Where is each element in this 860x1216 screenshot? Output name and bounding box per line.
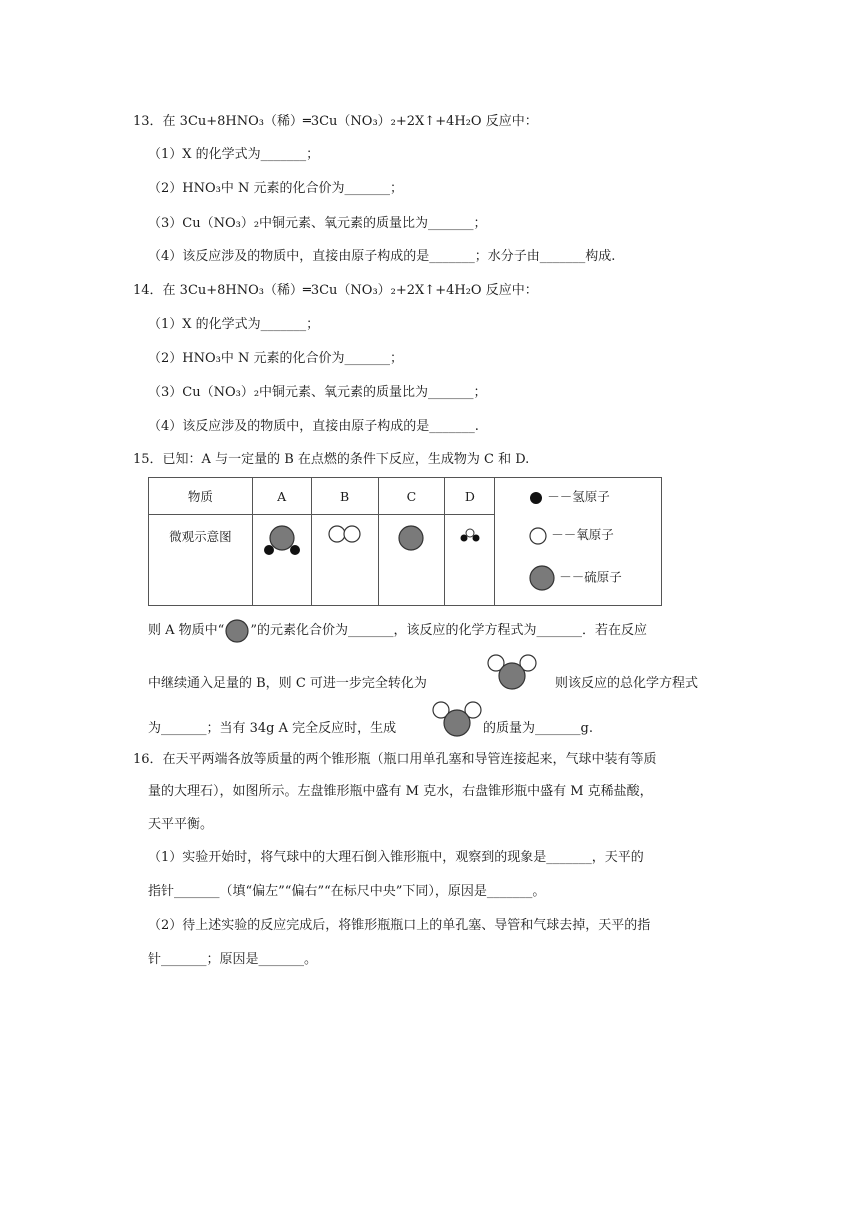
q16-part1-line2: 指针_______（填“偏左”“偏右”“在标尺中央”下同），原因是_______。	[148, 884, 546, 899]
q14-part4: （4）该反应涉及的物质中，直接由原子构成的是_______.	[148, 419, 479, 434]
substance-table	[148, 477, 662, 606]
q14-part2: （2）HNO₃中 N 元素的化合价为_______；	[148, 351, 403, 366]
q15-stem: 15．已知：A 与一定量的 B 在点燃的条件下反应，生成物为 C 和 D.	[133, 452, 530, 467]
molecule-d-cell	[445, 515, 495, 606]
so2-molecule-icon-2	[430, 700, 484, 740]
o2-molecule-icon	[325, 523, 365, 545]
q13-stem: 13．在 3Cu+8HNO₃（稀）═3Cu（NO₃）₂+2X↑+4H₂O 反应中：	[133, 114, 538, 129]
q14-stem: 14．在 3Cu+8HNO₃（稀）═3Cu（NO₃）₂+2X↑+4H₂O 反应中：	[133, 283, 538, 298]
table-header-c: C	[378, 478, 445, 515]
legend-oxygen: －－氧原子	[529, 525, 661, 543]
molecule-a-cell	[252, 515, 311, 606]
q16-part2-line2: 针_______；原因是_______。	[148, 952, 318, 967]
q15-line2b: 则该反应的总化学方程式	[555, 676, 699, 691]
q15-line3a: 为_______；当有 34g A 完全反应时，生成	[148, 721, 397, 736]
h2o-molecule-icon	[458, 527, 482, 545]
table-row-label: 微观示意图	[149, 515, 253, 606]
atom-legend	[495, 478, 662, 606]
q13-part3: （3）Cu（NO₃）₂中铜元素、氧元素的质量比为_______；	[148, 216, 487, 231]
q15-line2a: 中继续通入足量的 B，则 C 可进一步完全转化为	[148, 676, 427, 691]
table-header-d: D	[445, 478, 495, 515]
sulfur-atom-inline-icon	[224, 618, 250, 644]
q13-part1: （1）X 的化学式为_______；	[148, 147, 320, 162]
table-header-b: B	[311, 478, 378, 515]
q15-line1: 则 A 物质中“ ”的元素化合价为_______，该反应的化学方程式为_______．若在反应	[148, 617, 647, 645]
q14-part1: （1）X 的化学式为_______；	[148, 317, 320, 332]
q13-part4: （4）该反应涉及的物质中，直接由原子构成的是_______；水分子由_______构成.	[148, 249, 616, 264]
q16-line2: 量的大理石），如图所示。左盘锥形瓶中盛有 M 克水，右盘锥形瓶中盛有 M 克稀盐酸，	[148, 784, 653, 799]
q15-line3b: 的质量为_______g.	[483, 721, 593, 736]
table-header-a: A	[252, 478, 311, 515]
q16-line1: 16．在天平两端各放等质量的两个锥形瓶（瓶口用单孔塞和导管连接起来，气球中装有等质	[133, 752, 657, 767]
legend-sulfur: －－硫原子	[529, 565, 661, 589]
q14-part3: （3）Cu（NO₃）₂中铜元素、氧元素的质量比为_______；	[148, 385, 487, 400]
hydrogen-atom-icon	[529, 491, 543, 505]
q16-part1-line1: （1）实验开始时，将气球中的大理石倒入锥形瓶中，观察到的现象是_______，天平的	[148, 850, 644, 865]
molecule-c-cell	[378, 515, 445, 606]
table-header-substance: 物质	[149, 478, 253, 515]
h2s-molecule-icon	[260, 523, 304, 559]
so2-molecule-icon	[485, 652, 539, 692]
legend-hydrogen: －－氢原子	[529, 487, 661, 505]
q16-part2-line1: （2）待上述实验的反应完成后，将锥形瓶瓶口上的单孔塞、导管和气球去掉，天平的指	[148, 918, 651, 933]
sulfur-molecule-icon	[396, 523, 426, 553]
molecule-b-cell	[311, 515, 378, 606]
sulfur-atom-icon	[529, 565, 555, 591]
q16-line3: 天平平衡。	[148, 817, 214, 832]
oxygen-atom-icon	[529, 527, 547, 545]
q13-part2: （2）HNO₃中 N 元素的化合价为_______；	[148, 181, 403, 196]
